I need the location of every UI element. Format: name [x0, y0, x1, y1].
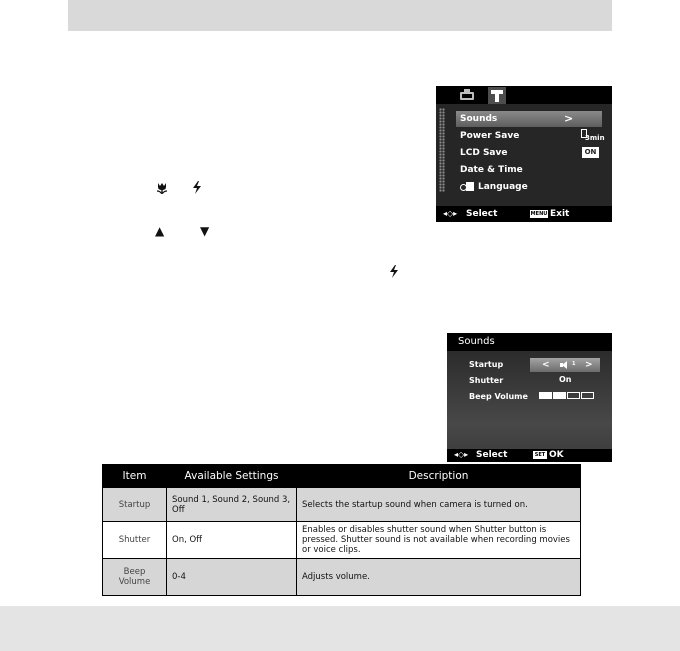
menu-footer: [436, 206, 612, 222]
menu-item-label: Power Save: [460, 131, 520, 141]
left-right-arrows-icon: ◂◇▸: [443, 209, 458, 218]
footer-band: [0, 606, 680, 651]
description-cell: Adjusts volume.: [297, 559, 581, 596]
menu-item-lcd-save[interactable]: [456, 145, 602, 161]
table-row: [103, 559, 581, 596]
down-arrow-icon: ▼: [200, 224, 210, 238]
settings-cell: 0-4: [167, 559, 297, 596]
menu-item-label: Language: [478, 182, 528, 192]
menu-item-language[interactable]: [456, 179, 602, 195]
menu-key-icon: MENU: [530, 211, 548, 217]
sounds-footer: [447, 449, 612, 462]
exit-hint: Exit: [550, 209, 570, 219]
description-cell: Enables or disables shutter sound when Shutter button is pressed. Shutter sound is not available when recording movies or voice clips.: [297, 522, 581, 559]
volume-bar-segment: [581, 392, 594, 399]
chevron-left-icon[interactable]: <: [542, 360, 550, 370]
description-cell: Selects the startup sound when camera is turned on.: [297, 488, 581, 522]
header-description: Description: [297, 465, 581, 488]
ok-hint: OK: [549, 450, 564, 460]
startup-label: Startup: [469, 360, 504, 369]
macro-tulip-icon: [156, 180, 168, 194]
sounds-menu-screen: [447, 333, 612, 462]
startup-sound-number: 1: [572, 361, 576, 367]
power-save-value: 3min: [581, 128, 600, 144]
table-header-row: [103, 465, 581, 488]
menu-item-label: Date & Time: [460, 165, 523, 175]
item-cell: Beep Volume: [103, 559, 167, 596]
menu-item-label: LCD Save: [460, 148, 508, 158]
header-bar: [68, 0, 612, 31]
setup-tool-icon[interactable]: [488, 87, 506, 104]
camera-icon[interactable]: [460, 89, 474, 100]
beep-volume-label: Beep Volume: [469, 392, 528, 401]
table-row: [103, 488, 581, 522]
menu-item-date-time[interactable]: [456, 162, 602, 178]
on-badge: ON: [582, 147, 599, 158]
flash-icon: [389, 265, 399, 280]
menu-item-sounds[interactable]: [456, 111, 602, 127]
sounds-settings-table: [102, 464, 581, 596]
select-hint: Select: [476, 450, 508, 460]
menu-tab-bar: [436, 86, 612, 104]
scroll-indicator: [439, 108, 445, 192]
shutter-label: Shutter: [469, 376, 504, 385]
volume-bar-segment: [539, 392, 552, 399]
settings-cell: Sound 1, Sound 2, Sound 3, Off: [167, 488, 297, 522]
volume-bar-segment: [567, 392, 580, 399]
select-hint: Select: [466, 209, 498, 219]
language-icon: [460, 182, 474, 192]
settings-cell: On, Off: [167, 522, 297, 559]
set-key-icon: SET: [534, 452, 546, 458]
sounds-title-bar: [447, 333, 612, 351]
menu-item-power-save[interactable]: [456, 128, 605, 144]
up-arrow-icon: ▲: [155, 224, 165, 238]
setup-menu-screen: [436, 86, 612, 222]
speaker-icon: [560, 361, 570, 369]
table-row: [103, 522, 581, 559]
item-cell: Shutter: [103, 522, 167, 559]
flash-icon: [192, 181, 202, 196]
shutter-value[interactable]: On: [559, 375, 572, 384]
menu-item-label: Sounds: [460, 114, 498, 124]
chevron-right-icon: >: [564, 112, 574, 125]
chevron-right-icon[interactable]: >: [585, 360, 593, 370]
sounds-title: Sounds: [458, 336, 495, 347]
startup-sound-picker[interactable]: [530, 358, 600, 372]
header-available-settings: Available Settings: [167, 465, 297, 488]
left-right-arrows-icon: ◂◇▸: [454, 450, 469, 459]
item-cell: Startup: [103, 488, 167, 522]
header-item: Item: [103, 465, 167, 488]
volume-bar-segment: [553, 392, 566, 399]
